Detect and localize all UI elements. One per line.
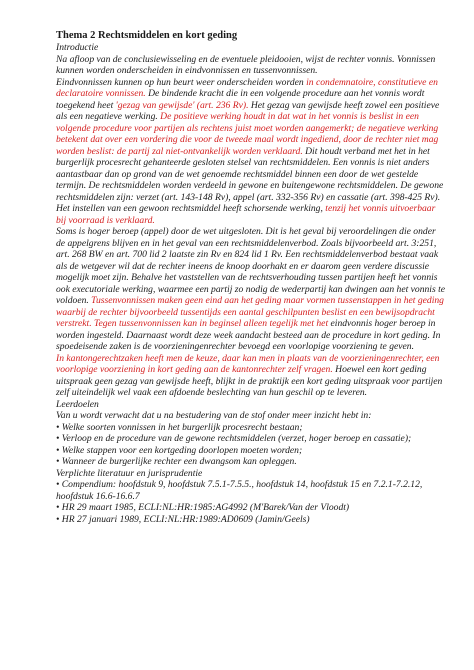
body-paragraph <box>56 353 446 399</box>
body-paragraph <box>56 77 446 227</box>
literatuur-list <box>56 479 446 525</box>
leerdoel-item: • Wanneer de burgerlijke rechter een dwangsom kan opleggen. <box>56 456 446 468</box>
body-paragraph <box>56 54 446 77</box>
body-text: Eindvonnissen kunnen op hun beurt weer onderscheiden worden <box>56 76 307 88</box>
body-text: eindvonnis hoger beroep in worden ingesteld. Daarnaast wordt deze week aandacht besteed aan de procedure in kort geding. In spoedeisende zaken is de voorzieningenrechter bevoegd een voorlopige voorziening te geven. <box>56 318 441 352</box>
intro-body <box>56 54 446 399</box>
highlighted-text: in condemnatoire, constitutieve en declaratoire vonnissen. <box>56 76 438 99</box>
leerdoel-item: • Welke soorten vonnissen in het burgerlijk procesrecht bestaan; <box>56 422 446 434</box>
literatuur-item: • HR 27 januari 1989, ECLI:NL:HR:1989:AD0609 (Jamin/Geels) <box>56 514 446 526</box>
highlighted-text: 'gezag van gewijsde' (art. 236 Rv). <box>115 99 249 111</box>
body-paragraph <box>56 226 446 353</box>
highlighted-text: In kantongerechtzaken heeft men de keuze, daar kan men in plaats van de voorzieningenrechter, een voorlopige voorziening in kort geding aan de kantonrechter zelf vragen. <box>56 352 440 375</box>
body-text: Na afloop van de conclusiewisseling en de eventuele pleidooien, wijst de rechter vonnis. Vonnissen kunnen worden onderscheiden in eindvonnissen en tussenvonnissen. <box>56 53 436 76</box>
leerdoel-item: • Verloop en de procedure van de gewone rechtsmiddelen (verzet, hoger beroep en cassatie); <box>56 433 446 445</box>
leerdoelen-list <box>56 422 446 468</box>
leerdoelen-heading: Leerdoelen <box>56 398 99 410</box>
highlighted-text: De positieve werking houdt in dat wat in het vonnis is beslist in een volgende procedure voor partijen als rechtens juist moet worden aangemerkt; de negatieve werking betekent dat over een vordering die voor de tweede maal wordt ingediend, door de rechter niet mag worden beslist: de partij zal niet-ontvankelijk worden verklaard. <box>56 111 439 157</box>
literatuur-heading: Verplichte literatuur en jurisprudentie <box>56 467 203 479</box>
leerdoelen-intro: Van u wordt verwacht dat u na bestudering van de stof onder meer inzicht hebt in: <box>56 410 372 421</box>
document-title: Thema 2 Rechtsmiddelen en kort geding <box>56 30 238 41</box>
intro-heading: Introductie <box>56 42 99 53</box>
body-text: Het gezag van gewijsde heeft zowel een positieve als een negatieve werking. <box>56 99 440 122</box>
literatuur-item: • HR 29 maart 1985, ECLI:NL:HR:1985:AG4992 (M'Barek/Van der Vloodt) <box>56 502 446 514</box>
leerdoel-item: • Welke stappen voor een kortgeding doorlopen moeten worden; <box>56 445 446 457</box>
body-text: Soms is hoger beroep (appel) door de wet uitgesloten. Dit is het geval bij veroordelingen die onder de appelgrens blijven en in het geval van een rechtsmiddelenverbod. Zoals bijvoorbeeld art. 3:251, art. 268 BW en art. 700 lid 2 laatste zin Rv en 824 lid 1 Rv. Een rechtsmiddelenverbod bestaat vaak als de wetgever wil dat de rechter ineens de knoop doorhakt en er daarom geen verdere discussie mogelijk moet zijn. Behalve het vaststellen van de rechtsverhouding tussen partijen heeft het vonnis ook executoriale werking, waarmee een partij zo nodig de wederpartij kan dwingen aan het vonnis te voldoen. <box>56 226 446 306</box>
literatuur-item: • Compendium: hoofdstuk 9, hoofdstuk 7.5.1-7.5.5., hoofdstuk 14, hoofdstuk 15 en 7.2.1-7.2.12, hoofdstuk 16.6-16.6.7 <box>56 479 446 502</box>
highlighted-text: Tussenvonnissen maken geen eind aan het geding maar vormen tussenstappen in het geding waarbij de rechter bijvoorbeeld tussentijds een aantal geschilpunten beslist en een bewijsopdracht verstrekt. Tegen tussenvonnissen kan in beginsel alleen tegelijk met het <box>56 295 444 329</box>
body-text: Dit houdt verband met het in het burgerlijk procesrecht gehanteerde gesloten stelsel van rechtsmiddelen. Een vonnis is niet anders aantastbaar dan op grond van de wet genoemde rechtsmiddel binnen een door de wet gestelde termijn. De rechtsmiddelen worden verdeeld in gewone en buitengewone rechtsmiddelen. De gewone rechtsmiddelen zijn: verzet (art. 143-148 Rv), appel (art. 332-356 Rv) en cassatie (art. 398-425 Rv). Het instellen van een gewoon rechtsmiddel heeft schorsende werking, <box>56 145 444 214</box>
highlighted-text: tenzij het vonnis uitvoerbaar bij voorraad is verklaard. <box>56 203 436 226</box>
body-text: De bindende kracht die in een volgende procedure aan het vonnis wordt toegekend heet <box>56 88 425 111</box>
body-text: Hoewel een kort geding uitspraak geen gezag van gewijsde heeft, blijkt in de praktijk een kort geding uitspraak voor partijen zelf uiteindelijk wel vaak een afdoende beslechting van hun geschil op te leveren. <box>56 364 443 398</box>
